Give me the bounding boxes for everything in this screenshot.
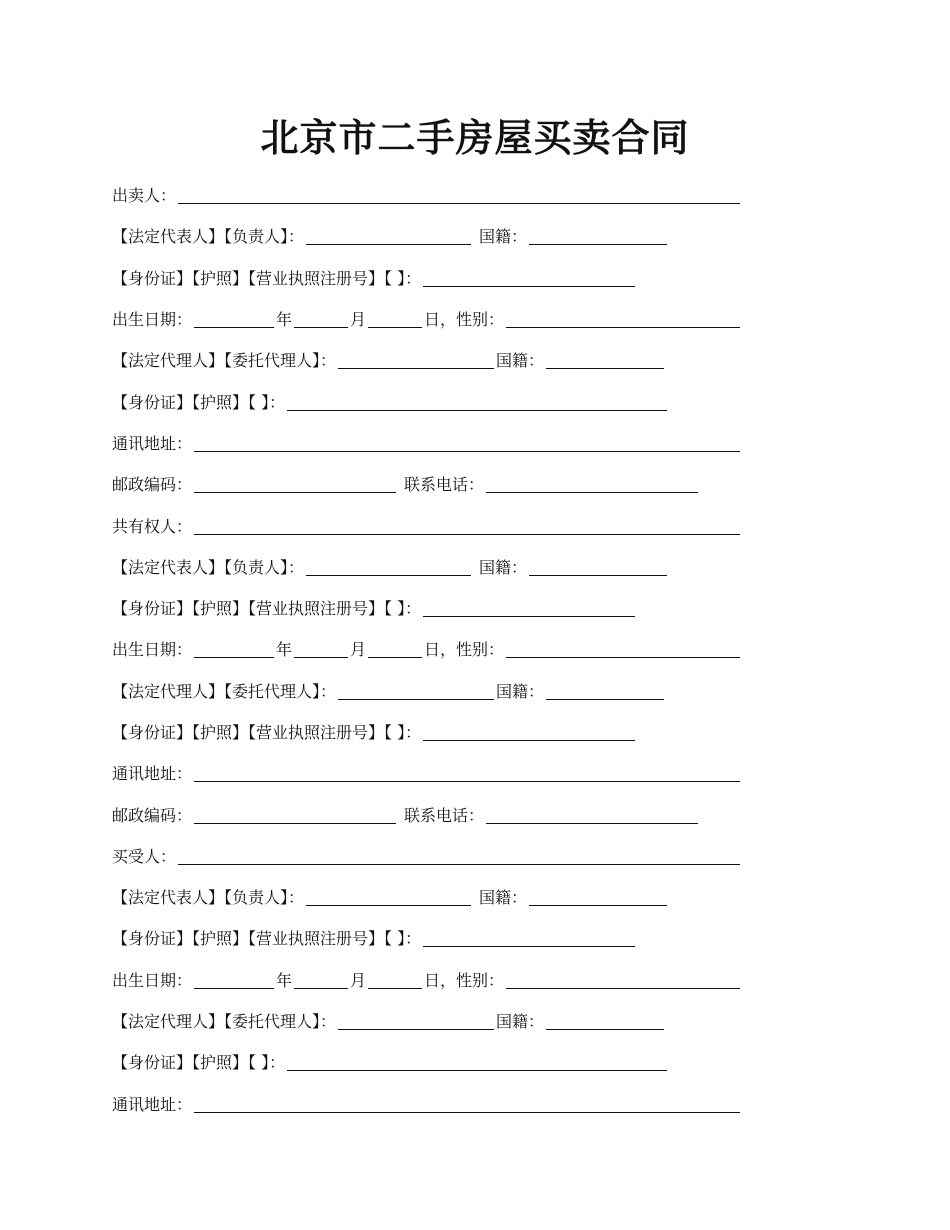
address-blank[interactable] <box>194 1094 740 1113</box>
id-label: 【身份证】【护照】【营业执照注册号】【 】： <box>112 723 422 742</box>
address-label: 通讯地址： <box>112 764 193 784</box>
contract-form <box>112 174 742 1124</box>
id-label: 【身份证】【护照】【营业执照注册号】【 】： <box>112 599 422 619</box>
agent-label: 【法定代理人】【委托代理人】： <box>112 1012 337 1032</box>
rep-blank[interactable] <box>306 226 471 245</box>
day-blank[interactable] <box>368 309 422 328</box>
rep-row <box>112 546 742 587</box>
buyer-label: 买受人： <box>112 846 177 866</box>
address-label: 通讯地址： <box>112 1094 193 1114</box>
co-owner-label: 共有权人： <box>112 516 193 536</box>
id-blank[interactable] <box>423 268 635 287</box>
nationality-blank[interactable] <box>546 681 664 700</box>
postcode-row <box>112 793 742 834</box>
nationality-blank[interactable] <box>529 557 667 576</box>
agent-row <box>112 670 742 711</box>
month-label: 月 <box>350 640 367 660</box>
day-gender-label: 日，性别： <box>424 970 505 990</box>
birth-label: 出生日期： <box>112 310 193 330</box>
id-label: 【身份证】【护照】【 】： <box>112 392 286 412</box>
id-row <box>112 257 742 298</box>
postcode-row <box>112 463 742 504</box>
rep-row <box>112 876 742 917</box>
id-blank[interactable] <box>423 598 635 617</box>
nationality-blank[interactable] <box>529 887 667 906</box>
year-label: 年 <box>276 640 293 660</box>
nationality-label: 国籍： <box>496 351 545 371</box>
birth-label: 出生日期： <box>112 640 193 660</box>
phone-label: 联系电话： <box>404 475 485 495</box>
postcode-blank[interactable] <box>194 474 396 493</box>
id-label: 【身份证】【护照】【 】： <box>112 1053 286 1073</box>
year-label: 年 <box>276 310 293 330</box>
phone-label: 联系电话： <box>404 805 485 825</box>
day-blank[interactable] <box>368 639 422 658</box>
month-label: 月 <box>350 970 367 990</box>
agent-blank[interactable] <box>338 1011 494 1030</box>
seller-label: 出卖人： <box>112 186 177 206</box>
id-row <box>112 380 742 421</box>
gender-blank[interactable] <box>506 309 740 328</box>
rep-blank[interactable] <box>306 887 471 906</box>
year-blank[interactable] <box>194 309 274 328</box>
month-blank[interactable] <box>294 970 348 989</box>
nationality-label: 国籍： <box>479 227 528 247</box>
postcode-label: 邮政编码： <box>112 475 193 495</box>
day-gender-label: 日，性别： <box>424 310 505 330</box>
birth-label: 出生日期： <box>112 970 193 990</box>
year-blank[interactable] <box>194 639 274 658</box>
agent-label: 【法定代理人】【委托代理人】： <box>112 351 337 371</box>
year-blank[interactable] <box>194 970 274 989</box>
nationality-blank[interactable] <box>546 1011 664 1030</box>
seller-row <box>112 174 742 215</box>
phone-blank[interactable] <box>486 474 698 493</box>
nationality-blank[interactable] <box>546 350 664 369</box>
nationality-blank[interactable] <box>529 226 667 245</box>
postcode-blank[interactable] <box>194 805 396 824</box>
month-blank[interactable] <box>294 639 348 658</box>
agent-blank[interactable] <box>338 350 494 369</box>
nationality-label: 国籍： <box>479 557 528 577</box>
nationality-label: 国籍： <box>479 888 528 908</box>
birth-row <box>112 298 742 339</box>
month-blank[interactable] <box>294 309 348 328</box>
address-row <box>112 752 742 793</box>
seller-blank[interactable] <box>178 185 740 204</box>
address-blank[interactable] <box>194 763 740 782</box>
rep-blank[interactable] <box>306 557 471 576</box>
month-label: 月 <box>350 310 367 330</box>
rep-label: 【法定代表人】【负责人】： <box>112 227 305 247</box>
id-blank[interactable] <box>423 928 635 947</box>
gender-blank[interactable] <box>506 970 740 989</box>
agent-label: 【法定代理人】【委托代理人】： <box>112 681 337 701</box>
buyer-row <box>112 835 742 876</box>
agent-row <box>112 339 742 380</box>
address-blank[interactable] <box>194 433 740 452</box>
id-row <box>112 917 742 958</box>
address-row <box>112 422 742 463</box>
id-blank[interactable] <box>287 392 667 411</box>
address-label: 通讯地址： <box>112 433 193 453</box>
agent-row <box>112 1000 742 1041</box>
rep-row <box>112 215 742 256</box>
postcode-label: 邮政编码： <box>112 805 193 825</box>
phone-blank[interactable] <box>486 805 698 824</box>
address-row <box>112 1083 742 1124</box>
nationality-label: 国籍： <box>496 681 545 701</box>
day-blank[interactable] <box>368 970 422 989</box>
id-row <box>112 711 742 752</box>
id-label: 【身份证】【护照】【营业执照注册号】【 】： <box>112 929 422 949</box>
id-blank[interactable] <box>423 722 635 741</box>
rep-label: 【法定代表人】【负责人】： <box>112 888 305 908</box>
co-owner-blank[interactable] <box>194 516 740 535</box>
rep-label: 【法定代表人】【负责人】： <box>112 557 305 577</box>
birth-row <box>112 628 742 669</box>
id-row <box>112 1041 742 1082</box>
co-owner-row <box>112 504 742 545</box>
buyer-blank[interactable] <box>178 846 740 865</box>
gender-blank[interactable] <box>506 639 740 658</box>
year-label: 年 <box>276 970 293 990</box>
nationality-label: 国籍： <box>496 1012 545 1032</box>
id-label: 【身份证】【护照】【营业执照注册号】【 】： <box>112 268 422 288</box>
document-title: 北京市二手房屋买卖合同 <box>260 115 690 160</box>
day-gender-label: 日，性别： <box>424 640 505 660</box>
id-row <box>112 587 742 628</box>
agent-blank[interactable] <box>338 681 494 700</box>
birth-row <box>112 959 742 1000</box>
id-blank[interactable] <box>287 1052 667 1071</box>
